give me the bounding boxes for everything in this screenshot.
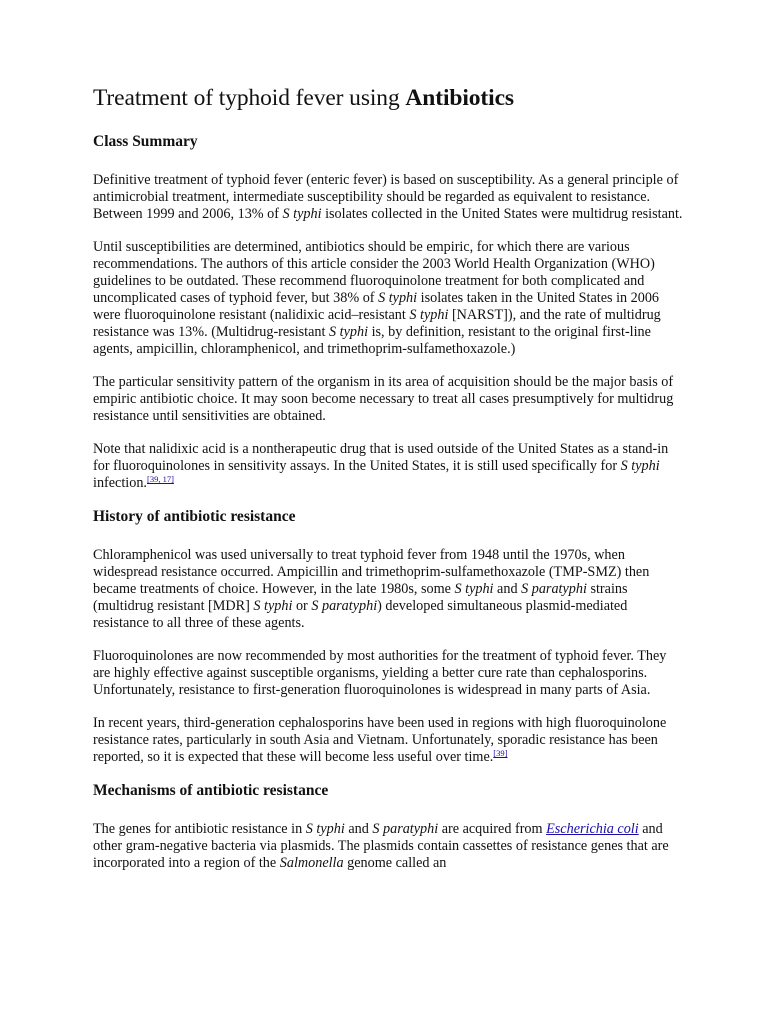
document-page [93,84,685,888]
class-summary-paragraph-4: Note that nalidixic acid is a nontherapeutic drug that is used outside of the United States as a stand-in for fluoroquinolones in sensitivity assays. In the United States, it is still used specifically for S typhi infection.[39, 17] [93,441,669,491]
citation-link[interactable]: [39] [493,747,508,758]
class-summary-paragraph-1: Definitive treatment of typhoid fever (enteric fever) is based on susceptibility. As a general principle of antimicrobial treatment, intermediate susceptibility should be regarded as equivalent to resistance. Between 1999 and 2006, 13% of S typhi isolates collected in the United States were multidrug resistant. [93,172,683,222]
history-paragraph-3: In recent years, third-generation cephalosporins have been used in regions with high fluoroquinolone resistance rates, particularly in south Asia and Vietnam. Unfortunately, sporadic resistance has been reported, so it is expected that these will become less useful over time.[39] [93,714,667,765]
class-summary-heading: Class Summary [93,133,198,151]
mechanisms-paragraph-1: The genes for antibiotic resistance in S typhi and S paratyphi are acquired from Escherichia coli and other gram-negative bacteria via plasmids. The plasmids contain cassettes of resistance genes that are incorporated into a region of the Salmonella genome called an [93,820,669,871]
title-text: Treatment of typhoid fever using [93,85,406,111]
class-summary-paragraph-2: Until susceptibilities are determined, antibiotics should be empiric, for which there are various recommendations. The authors of this article consider the 2003 World Health Organization (WHO) guidelines to be outdated. These recommend fluoroquinolone treatment for both complicated and uncomplicated cases of typhoid fever, but 38% of S typhi isolates taken in the United States in 2006 were fluoroquinolone resistant (nalidixic acid–resistant S typhi [NARST]), and the rate of multidrug resistance was 13%. (Multidrug-resistant S typhi is, by definition, resistant to the original first-line agents, ampicillin, chloramphenicol, and trimethoprim-sulfamethoxazole.) [93,239,661,357]
history-paragraph-1: Chloramphenicol was used universally to treat typhoid fever from 1948 until the 1970s, when widespread resistance occurred. Ampicillin and trimethoprim-sulfamethoxazole (TMP-SMZ) then became treatments of choice. However, in the late 1980s, some S typhi and S paratyphi strains (multidrug resistant [MDR] S typhi or S paratyphi) developed simultaneous plasmid-mediated resistance to all three of these agents. [93,546,650,631]
history-heading: History of antibiotic resistance [93,508,296,525]
citation-link[interactable]: [39, 17] [146,474,174,484]
escherichia-coli-link[interactable]: Escherichia coli [546,820,639,837]
class-summary-paragraph-3: The particular sensitivity pattern of the organism in its area of acquisition should be the major basis of empiric antibiotic choice. It may soon become necessary to treat all cases presumptively for multidrug resistance until sensitivities are obtained. [93,374,674,424]
mechanisms-heading: Mechanisms of antibiotic resistance [93,781,329,799]
page-title [93,84,685,112]
history-paragraph-2: Fluoroquinolones are now recommended by most authorities for the treatment of typhoid fever. They are highly effective against susceptible organisms, yielding a better cure rate than cephalosporins. Unfortunately, resistance to first-generation fluoroquinolones is widespread in many parts of Asia. [93,647,667,698]
title-emphasis: Antibiotics [405,85,514,111]
